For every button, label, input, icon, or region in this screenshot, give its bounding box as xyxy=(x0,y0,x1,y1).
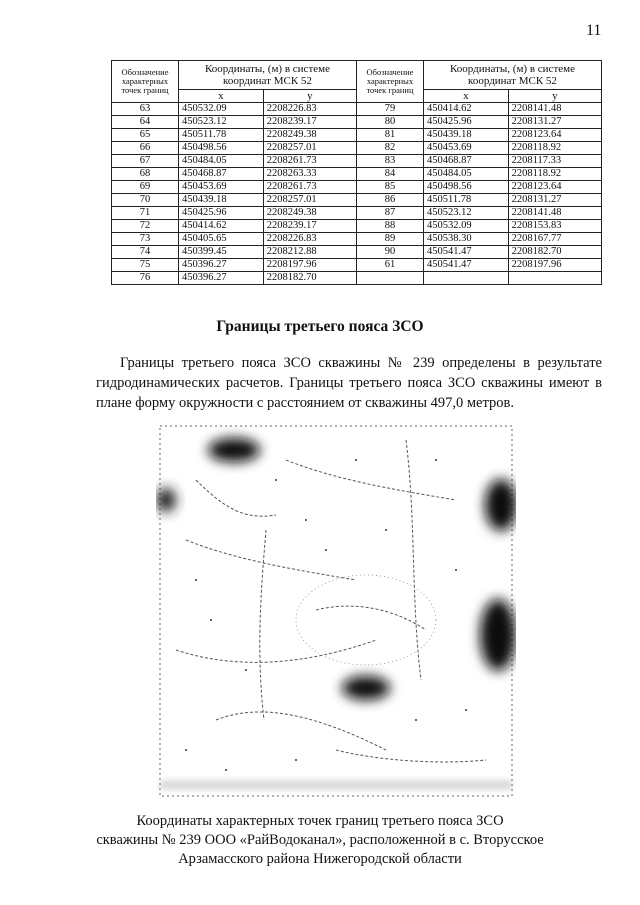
table-row xyxy=(112,116,602,129)
table-row xyxy=(112,259,602,272)
x-coordinate-right: 450414.62 xyxy=(423,103,508,116)
caption-line-2: скважины № 239 ООО «РайВодоканал», расположенной в с. Вторусское xyxy=(96,832,544,848)
header-y-right: y xyxy=(508,90,601,103)
x-coordinate-right: 450511.78 xyxy=(423,194,508,207)
table-row xyxy=(112,142,602,155)
x-coordinate-right: 450439.18 xyxy=(423,129,508,142)
y-coordinate-left: 2208239.17 xyxy=(263,116,356,129)
y-coordinate-right: 2208118.92 xyxy=(508,142,601,155)
table-row xyxy=(112,181,602,194)
header-x-right: x xyxy=(423,90,508,103)
point-number-left: 68 xyxy=(112,168,179,181)
caption-line-3: Арзамасского района Нижегородской области xyxy=(178,851,462,867)
y-coordinate-right: 2208131.27 xyxy=(508,194,601,207)
map-blot xyxy=(480,599,516,671)
table-header-row xyxy=(112,61,602,90)
point-number-right xyxy=(356,272,423,285)
y-coordinate-right xyxy=(508,272,601,285)
x-coordinate-left: 450399.45 xyxy=(179,246,264,259)
y-coordinate-left: 2208182.70 xyxy=(263,272,356,285)
x-coordinate-left: 450468.87 xyxy=(179,168,264,181)
x-coordinate-left: 450523.12 xyxy=(179,116,264,129)
table-row xyxy=(112,155,602,168)
table-row xyxy=(112,168,602,181)
y-coordinate-right: 2208141.48 xyxy=(508,207,601,220)
y-coordinate-right: 2208167.77 xyxy=(508,233,601,246)
x-coordinate-right: 450425.96 xyxy=(423,116,508,129)
y-coordinate-left: 2208261.73 xyxy=(263,155,356,168)
y-coordinate-left: 2208263.33 xyxy=(263,168,356,181)
point-number-left: 65 xyxy=(112,129,179,142)
figure-caption xyxy=(0,812,640,869)
y-coordinate-right: 2208131.27 xyxy=(508,116,601,129)
point-number-right: 82 xyxy=(356,142,423,155)
x-coordinate-left: 450453.69 xyxy=(179,181,264,194)
table-row xyxy=(112,220,602,233)
point-number-left: 74 xyxy=(112,246,179,259)
y-coordinate-right: 2208141.48 xyxy=(508,103,601,116)
x-coordinate-left: 450511.78 xyxy=(179,129,264,142)
x-coordinate-right: 450541.47 xyxy=(423,259,508,272)
point-number-right: 61 xyxy=(356,259,423,272)
table-row xyxy=(112,207,602,220)
coordinates-table xyxy=(111,60,602,285)
y-coordinate-right: 2208123.64 xyxy=(508,181,601,194)
x-coordinate-right: 450484.05 xyxy=(423,168,508,181)
map-blot xyxy=(485,479,516,531)
point-number-right: 83 xyxy=(356,155,423,168)
header-x-left: x xyxy=(179,90,264,103)
point-number-left: 64 xyxy=(112,116,179,129)
point-number-right: 81 xyxy=(356,129,423,142)
point-number-left: 63 xyxy=(112,103,179,116)
x-coordinate-left: 450396.27 xyxy=(179,272,264,285)
table-row xyxy=(112,272,602,285)
y-coordinate-left: 2208226.83 xyxy=(263,103,356,116)
y-coordinate-right: 2208197.96 xyxy=(508,259,601,272)
point-number-left: 76 xyxy=(112,272,179,285)
table-row xyxy=(112,194,602,207)
point-number-right: 90 xyxy=(356,246,423,259)
caption-line-1: Координаты характерных точек границ третьего пояса ЗСО xyxy=(136,813,504,829)
x-coordinate-right: 450538.30 xyxy=(423,233,508,246)
header-point-right: Обозначение характерных точек границ xyxy=(356,61,423,103)
y-coordinate-right: 2208182.70 xyxy=(508,246,601,259)
table-row xyxy=(112,103,602,116)
header-coords-left: Координаты, (м) в системе координат МСК 52 xyxy=(179,61,357,90)
point-number-right: 84 xyxy=(356,168,423,181)
header-coords-right: Координаты, (м) в системе координат МСК 52 xyxy=(423,61,601,90)
x-coordinate-right xyxy=(423,272,508,285)
y-coordinate-left: 2208239.17 xyxy=(263,220,356,233)
point-number-right: 88 xyxy=(356,220,423,233)
y-coordinate-left: 2208261.73 xyxy=(263,181,356,194)
point-number-left: 69 xyxy=(112,181,179,194)
y-coordinate-right: 2208118.92 xyxy=(508,168,601,181)
header-point-left: Обозначение характерных точек границ xyxy=(112,61,179,103)
table-row xyxy=(112,129,602,142)
x-coordinate-left: 450396.27 xyxy=(179,259,264,272)
point-number-left: 72 xyxy=(112,220,179,233)
y-coordinate-right: 2208117.33 xyxy=(508,155,601,168)
table-body xyxy=(112,103,602,285)
x-coordinate-left: 450498.56 xyxy=(179,142,264,155)
table-row xyxy=(112,233,602,246)
map-blot xyxy=(208,438,260,462)
y-coordinate-left: 2208212.88 xyxy=(263,246,356,259)
x-coordinate-left: 450425.96 xyxy=(179,207,264,220)
page-number: 11 xyxy=(586,22,602,39)
point-number-right: 79 xyxy=(356,103,423,116)
header-y-left: y xyxy=(263,90,356,103)
y-coordinate-left: 2208249.38 xyxy=(263,207,356,220)
x-coordinate-right: 450523.12 xyxy=(423,207,508,220)
point-number-right: 86 xyxy=(356,194,423,207)
y-coordinate-left: 2208197.96 xyxy=(263,259,356,272)
point-number-right: 80 xyxy=(356,116,423,129)
section-title: Границы третьего пояса ЗСО xyxy=(216,318,424,335)
y-coordinate-right: 2208153.83 xyxy=(508,220,601,233)
point-number-right: 87 xyxy=(356,207,423,220)
map-blot xyxy=(156,488,176,512)
x-coordinate-left: 450484.05 xyxy=(179,155,264,168)
x-coordinate-right: 450532.09 xyxy=(423,220,508,233)
zone-map-image xyxy=(156,420,516,802)
x-coordinate-right: 450498.56 xyxy=(423,181,508,194)
point-number-right: 89 xyxy=(356,233,423,246)
x-coordinate-left: 450405.65 xyxy=(179,233,264,246)
y-coordinate-left: 2208257.01 xyxy=(263,194,356,207)
point-number-left: 75 xyxy=(112,259,179,272)
x-coordinate-left: 450532.09 xyxy=(179,103,264,116)
x-coordinate-left: 450414.62 xyxy=(179,220,264,233)
x-coordinate-right: 450541.47 xyxy=(423,246,508,259)
x-coordinate-right: 450468.87 xyxy=(423,155,508,168)
point-number-left: 70 xyxy=(112,194,179,207)
map-blot xyxy=(342,676,390,700)
y-coordinate-right: 2208123.64 xyxy=(508,129,601,142)
point-number-left: 66 xyxy=(112,142,179,155)
point-number-left: 71 xyxy=(112,207,179,220)
point-number-left: 67 xyxy=(112,155,179,168)
body-paragraph: Границы третьего пояса ЗСО скважины № 239 определены в результате гидродинамических расчетов. Границы третьего пояса ЗСО скважины имеют в плане форму окружности с расстоянием от скважины 497,0 метров. xyxy=(96,355,602,411)
x-coordinate-right: 450453.69 xyxy=(423,142,508,155)
y-coordinate-left: 2208226.83 xyxy=(263,233,356,246)
point-number-right: 85 xyxy=(356,181,423,194)
point-number-left: 73 xyxy=(112,233,179,246)
y-coordinate-left: 2208257.01 xyxy=(263,142,356,155)
y-coordinate-left: 2208249.38 xyxy=(263,129,356,142)
x-coordinate-left: 450439.18 xyxy=(179,194,264,207)
table-row xyxy=(112,246,602,259)
